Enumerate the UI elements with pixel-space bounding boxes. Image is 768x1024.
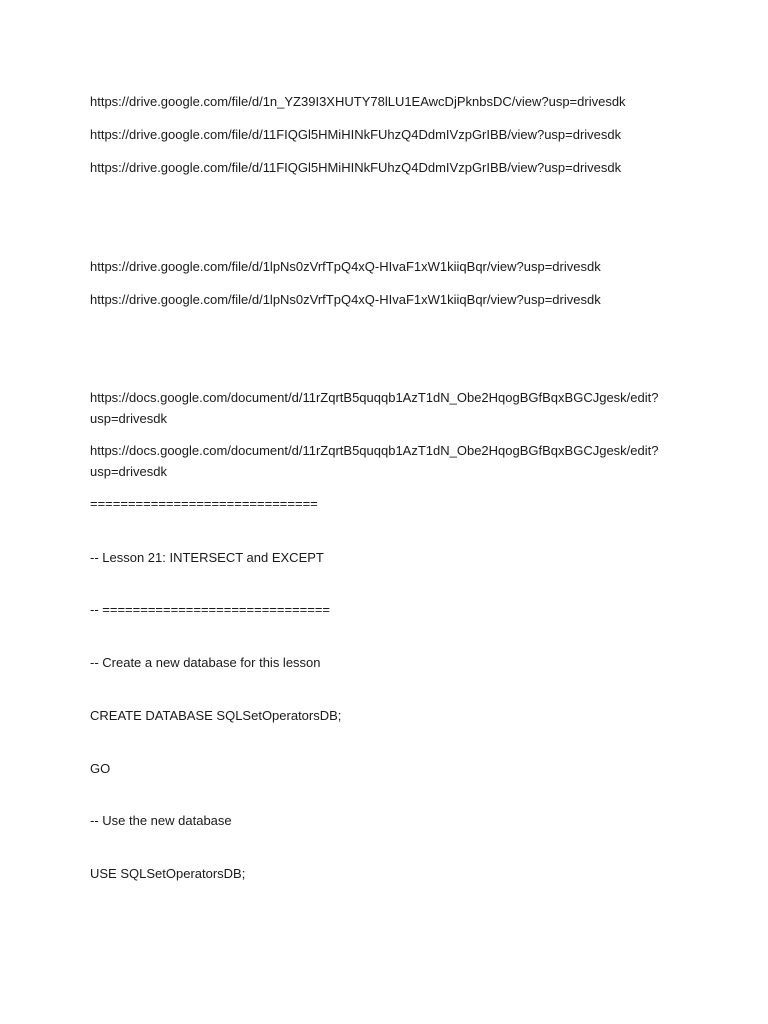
drive-link-1[interactable]: https://drive.google.com/file/d/1n_YZ39I3XHUTY78lLU1EAwcDjPknbsDC/view?usp=drivesdk [90,94,626,109]
drive-link-5[interactable]: https://drive.google.com/file/d/1lpNs0zVrfTpQ4xQ-HIvaF1xW1kiiqBqr/view?usp=drivesdk [90,292,601,307]
separator-line: ============================== [90,496,318,511]
create-database-statement: CREATE DATABASE SQLSetOperatorsDB; [90,708,342,723]
docs-link-1[interactable]: https://docs.google.com/document/d/11rZqrtB5quqqb1AzT1dN_Obe2HqogBGfBqxBGCJgesk/edit? [90,390,659,405]
docs-link-2[interactable]: https://docs.google.com/document/d/11rZqrtB5quqqb1AzT1dN_Obe2HqogBGfBqxBGCJgesk/edit? [90,443,659,458]
drive-link-2[interactable]: https://drive.google.com/file/d/11FIQGl5HMiHINkFUhzQ4DdmIVzpGrIBB/view?usp=drivesdk [90,127,622,142]
docs-link-1-cont[interactable]: usp=drivesdk [90,411,167,426]
comment-separator: -- ============================== [90,602,331,617]
drive-link-3[interactable]: https://drive.google.com/file/d/11FIQGl5HMiHINkFUhzQ4DdmIVzpGrIBB/view?usp=drivesdk [90,160,622,175]
use-database-statement: USE SQLSetOperatorsDB; [90,866,246,881]
docs-link-2-cont[interactable]: usp=drivesdk [90,464,167,479]
go-statement: GO [90,761,111,776]
lesson-title-comment: -- Lesson 21: INTERSECT and EXCEPT [90,550,324,565]
drive-link-4[interactable]: https://drive.google.com/file/d/1lpNs0zVrfTpQ4xQ-HIvaF1xW1kiiqBqr/view?usp=drivesdk [90,259,601,274]
create-db-comment: -- Create a new database for this lesson [90,655,321,670]
use-db-comment: -- Use the new database [90,813,232,828]
